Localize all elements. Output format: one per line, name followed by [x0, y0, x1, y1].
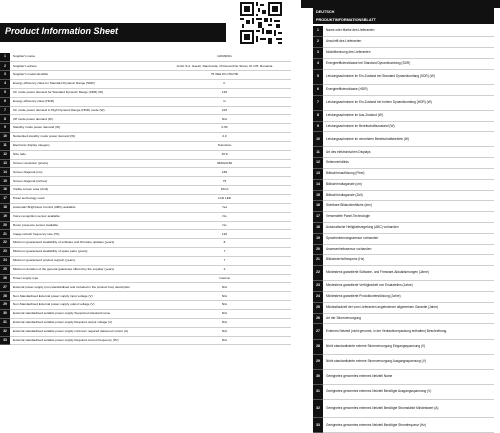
row-label: Bildschirmdiagonale (cm)	[323, 179, 494, 190]
table-row	[313, 37, 494, 48]
row-label: External standardised suitable power supply Required current frequency (Hz)	[10, 336, 158, 345]
row-label: Mindestens garantierte Verfügbarkeit von Ersatzteilen (Jahre)	[323, 281, 494, 292]
table-row	[313, 95, 494, 110]
table-row	[313, 110, 494, 121]
row-number: 21	[0, 230, 10, 239]
table-row	[313, 158, 494, 169]
row-label: Bildschirmdiagonale (Zoll)	[323, 190, 494, 201]
row-number: 13	[0, 159, 10, 168]
table-row	[313, 147, 494, 158]
row-number: 20	[313, 244, 323, 255]
table-row	[313, 266, 494, 281]
row-label: Automatische Helligkeitsregelung (ABC) vorhanden	[323, 222, 494, 233]
row-number: 5	[313, 69, 323, 84]
row-label: External standardised suitable power supply minimum required delivered current (A)	[10, 327, 158, 336]
german-info-table	[313, 26, 494, 433]
german-sheet-title: PRODUKTINFORMATIONSBLATT	[313, 16, 494, 24]
row-number: 28	[313, 339, 323, 354]
row-number: 18	[313, 222, 323, 233]
table-row	[313, 212, 494, 223]
row-value: G	[158, 97, 291, 106]
row-number: 29	[313, 354, 323, 369]
table-row	[0, 62, 291, 71]
row-number: 24	[0, 256, 10, 265]
row-number: 24	[313, 292, 323, 303]
row-label: Leistungsaufnahme im vernetzten Bereitschaftsbetrieb (W)	[323, 132, 494, 147]
row-number: 11	[313, 147, 323, 158]
row-number: 7	[0, 106, 10, 115]
row-value: GRUNDIG	[158, 53, 291, 62]
row-number: 31	[0, 318, 10, 327]
row-label: Nicht standardisierte externe Stromversorgung Eingangsspannung (V)	[323, 339, 494, 354]
table-row	[0, 292, 291, 301]
table-row	[313, 233, 494, 244]
table-row	[0, 141, 291, 150]
row-label: Geeignetes genormtes externes Netzteil Name	[323, 369, 494, 384]
row-number: 6	[313, 84, 323, 95]
row-number: 12	[0, 150, 10, 159]
row-number: 33	[0, 336, 10, 345]
table-row	[313, 222, 494, 233]
table-row	[313, 201, 494, 212]
language-heading: DEUTSCH	[313, 8, 494, 16]
row-number: 30	[313, 369, 323, 384]
row-number: 19	[313, 233, 323, 244]
row-label: Visible screen area (dm2)	[10, 186, 158, 195]
row-value: N/A	[158, 301, 291, 310]
table-row	[313, 244, 494, 255]
row-number: 5	[0, 88, 10, 97]
row-number: 20	[0, 221, 10, 230]
row-number: 26	[313, 313, 323, 324]
row-value: N/A	[158, 327, 291, 336]
table-row	[313, 132, 494, 147]
row-label: Minimum guaranteed availability of software and firmware updates (years)	[10, 239, 158, 248]
row-label: Supplier's name	[10, 53, 158, 62]
row-label: Modellkennung des Lieferanten	[323, 48, 494, 59]
row-value: 7	[158, 248, 291, 257]
table-row	[313, 84, 494, 95]
row-label: Mindestlaufzeit der vom Lieferanten angebotenen allgemeinen Garantie (Jahre)	[323, 302, 494, 313]
row-label: Seitenverhältnis	[323, 158, 494, 169]
table-row	[0, 106, 291, 115]
row-value: 7	[158, 256, 291, 265]
row-number: 23	[0, 248, 10, 257]
table-row	[0, 195, 291, 204]
row-label: Art des elektronischen Displays	[323, 147, 494, 158]
row-label: Standby mode power demand (W)	[10, 124, 158, 133]
table-row	[0, 265, 291, 274]
row-number: 21	[313, 255, 323, 266]
row-value: N/A	[158, 115, 291, 124]
table-row	[313, 369, 494, 384]
table-row	[0, 124, 291, 133]
table-row	[313, 179, 494, 190]
row-label: Supplier's adress	[10, 62, 158, 71]
row-number: 15	[313, 190, 323, 201]
table-row	[313, 169, 494, 180]
row-number: 14	[0, 168, 10, 177]
row-number: 29	[0, 301, 10, 310]
table-row	[0, 53, 291, 62]
row-number: 19	[0, 212, 10, 221]
table-row	[313, 400, 494, 418]
row-label: External standardised suitable power supply Required output voltage (V)	[10, 318, 158, 327]
table-row	[0, 256, 291, 265]
row-number: 30	[0, 309, 10, 318]
row-label: Panel technology used	[10, 195, 158, 204]
row-number: 8	[313, 110, 323, 121]
table-row	[0, 88, 291, 97]
table-row	[313, 121, 494, 132]
row-value: N/A	[158, 292, 291, 301]
table-row	[0, 221, 291, 230]
row-number: 13	[313, 169, 323, 180]
row-value: 120	[158, 230, 291, 239]
row-number: 2	[0, 62, 10, 71]
row-number: 12	[313, 158, 323, 169]
row-label: Non-Standardised External power supply output voltage (V)	[10, 301, 158, 310]
table-row	[313, 48, 494, 59]
table-row	[313, 190, 494, 201]
row-label: Name oder Marke des Lieferanten	[323, 26, 494, 37]
row-number: 33	[313, 418, 323, 433]
row-number: 3	[313, 48, 323, 59]
row-label: Energy efficiency class (HDR)	[10, 97, 158, 106]
row-label: Voice recognition sensor available	[10, 212, 158, 221]
table-row	[0, 336, 291, 345]
row-value: LCD LED	[158, 195, 291, 204]
row-number: 8	[0, 115, 10, 124]
row-label: Minimum duration of the general guarantee offered by the supplier (years)	[10, 265, 158, 274]
row-number: 3	[0, 71, 10, 80]
row-label: Networked standby mode power demand (W)	[10, 133, 158, 142]
row-label: Image refresh frequency rate (Hz)	[10, 230, 158, 239]
row-number: 32	[0, 327, 10, 336]
row-number: 26	[0, 274, 10, 283]
row-value: 189	[158, 168, 291, 177]
row-label: Leistungsaufnahme im Bereitschaftszustand (W)	[323, 121, 494, 132]
row-value: N/A	[158, 336, 291, 345]
row-number: 27	[0, 283, 10, 292]
table-row	[0, 318, 291, 327]
row-value: 16:9	[158, 150, 291, 159]
row-number: 9	[313, 121, 323, 132]
table-row	[313, 292, 494, 303]
table-row	[313, 384, 494, 399]
row-number: 17	[0, 195, 10, 204]
table-row	[313, 69, 494, 84]
row-value: F	[158, 80, 291, 89]
table-row	[313, 313, 494, 324]
row-value: 2.0	[158, 133, 291, 142]
row-number: 28	[0, 292, 10, 301]
row-label: Mindestens garantierte Produktunterstützung (Jahre)	[323, 292, 494, 303]
sheet-title: Product Information Sheet	[5, 26, 119, 36]
row-label: Size ratio	[10, 150, 158, 159]
table-row	[0, 150, 291, 159]
row-label: Leistungsaufnahme im Ein-Zustand bei hohem Dynamikumfang (HDR) (W)	[323, 95, 494, 110]
row-number: 18	[0, 203, 10, 212]
row-label: Energieeffizienzklasse (HDR)	[323, 84, 494, 95]
row-number: 16	[0, 186, 10, 195]
row-label: Sichtbare Bildschirmfläche (dm²)	[323, 201, 494, 212]
row-label: Minimum guaranteed product support (years)	[10, 256, 158, 265]
row-number: 7	[313, 95, 323, 110]
row-label: Geeignetes genormtes externes Netzteil Benötigte Stromfrequenz (Hz)	[323, 418, 494, 433]
table-row	[313, 418, 494, 433]
table-row	[0, 115, 291, 124]
row-label: Supplier's model identifier	[10, 71, 158, 80]
row-number: 31	[313, 384, 323, 399]
row-value: 152,0	[158, 186, 291, 195]
row-label: Geeignetes genormtes externes Netzteil Benötigte Ausgangsspannung (V)	[323, 384, 494, 399]
row-value: 0.50	[158, 124, 291, 133]
row-value: 8	[158, 239, 291, 248]
row-label: External power supply (non-standardised and included in the product box) description	[10, 283, 158, 292]
row-label: Power supply type	[10, 274, 158, 283]
table-row	[313, 58, 494, 69]
title-bar	[0, 23, 226, 42]
page-top-band	[301, 0, 500, 8]
row-number: 25	[0, 265, 10, 274]
row-label: Screen resolution (pixels)	[10, 159, 158, 168]
row-label: Mindestens garantierte Software- und Firmware-Aktualisierungen (Jahre)	[323, 266, 494, 281]
row-label: External standardised suitable power supply Supported standard name	[10, 309, 158, 318]
row-number: 4	[0, 80, 10, 89]
row-number: 1	[0, 53, 10, 62]
row-label: Room presence sensor available	[10, 221, 158, 230]
row-value: 75 XEE 83 CHA700	[158, 71, 291, 80]
row-value: 2	[158, 265, 291, 274]
row-label: On mode power demand for Standard Dynamic Range (SDR) (W)	[10, 88, 158, 97]
row-label: Bildschirmauflösung (Pixel)	[323, 169, 494, 180]
table-row	[0, 159, 291, 168]
row-label: Screen diagonal (cm)	[10, 168, 158, 177]
row-value: 3840x2160	[158, 159, 291, 168]
row-label: Art der Stromversorgung	[323, 313, 494, 324]
qr-code-icon	[240, 2, 282, 44]
row-label: Externes Netzteil (nicht genormt, in der Verkaufsverpackung enthalten) Beschreibung	[323, 324, 494, 339]
row-number: 22	[0, 239, 10, 248]
table-row	[0, 230, 291, 239]
row-label: Minimum guaranteed availability of spare parts (years)	[10, 248, 158, 257]
row-label: Automatic Brightness Control (ABC) available	[10, 203, 158, 212]
row-value: 129	[158, 88, 291, 97]
row-number: 9	[0, 124, 10, 133]
row-number: 25	[313, 302, 323, 313]
row-number: 15	[0, 177, 10, 186]
table-row	[0, 327, 291, 336]
table-row	[313, 354, 494, 369]
row-value: N/A	[158, 318, 291, 327]
row-value: N/A	[158, 283, 291, 292]
row-number: 23	[313, 281, 323, 292]
row-label: Bildwiederholfrequenz (Hz)	[323, 255, 494, 266]
table-row	[313, 281, 494, 292]
row-number: 1	[313, 26, 323, 37]
row-label: Off mode power demand (W)	[10, 115, 158, 124]
row-label: Spracherkennungssensor vorhanden	[323, 233, 494, 244]
table-row	[0, 301, 291, 310]
row-label: Screen diagonal (inches)	[10, 177, 158, 186]
table-row	[0, 274, 291, 283]
row-number: 10	[313, 132, 323, 147]
row-value: Yes	[158, 203, 291, 212]
row-number: 16	[313, 201, 323, 212]
table-row	[313, 324, 494, 339]
row-number: 17	[313, 212, 323, 223]
row-value: N/A	[158, 309, 291, 318]
table-row	[0, 97, 291, 106]
english-info-table	[0, 53, 291, 345]
table-row	[0, 309, 291, 318]
row-value: Television	[158, 141, 291, 150]
row-label: Geeignetes genormtes externes Netzteil Benötigte Stromstärke Mindestwert (A)	[323, 400, 494, 418]
row-number: 14	[313, 179, 323, 190]
row-label: Energy efficiency class for Standard Dynamic Range (SDR)	[10, 80, 158, 89]
row-label: Leistungsaufnahme im Ein-Zustand bei Standard Dynamikumfang (SDR) (W)	[323, 69, 494, 84]
table-row	[313, 255, 494, 266]
row-number: 10	[0, 133, 10, 142]
table-row	[0, 239, 291, 248]
table-row	[0, 212, 291, 221]
row-label: Energieeffizienzklasse bei Standard Dynamikumfang (SDR)	[323, 58, 494, 69]
table-row	[313, 302, 494, 313]
table-row	[0, 283, 291, 292]
row-number: 27	[313, 324, 323, 339]
row-value: No	[158, 221, 291, 230]
row-number: 6	[0, 97, 10, 106]
row-value: 215	[158, 106, 291, 115]
row-label: Leistungsaufnahme im Aus-Zustand (W)	[323, 110, 494, 121]
row-number: 4	[313, 58, 323, 69]
table-row	[0, 168, 291, 177]
table-row	[0, 248, 291, 257]
row-label: Anwesenheitssensor vorhanden	[323, 244, 494, 255]
row-number: 22	[313, 266, 323, 281]
row-number: 32	[313, 400, 323, 418]
row-value: Internal	[158, 274, 291, 283]
table-row	[0, 80, 291, 89]
table-row	[0, 133, 291, 142]
row-number: 2	[313, 37, 323, 48]
table-row	[0, 71, 291, 80]
product-info-sheet-german	[301, 0, 500, 427]
row-label: Anschrift des Lieferanten	[323, 37, 494, 48]
row-label: Non-Standardised External power supply input voltage (V)	[10, 292, 158, 301]
row-label: Nicht standardisierte externe Stromversorgung Ausgangsspannung (V)	[323, 354, 494, 369]
row-label: On mode power demand in High Dynamic Range (HDR) mode (W)	[10, 106, 158, 115]
row-label: Verwendete Panel-Technologie	[323, 212, 494, 223]
table-row	[313, 339, 494, 354]
row-number: 11	[0, 141, 10, 150]
row-value: Arctic S.A. Gaesti, Dambovita, 13 Decembrie Street, Nr.178, Romania	[158, 62, 291, 71]
row-value: 75	[158, 177, 291, 186]
table-row	[0, 203, 291, 212]
table-row	[313, 26, 494, 37]
table-row	[0, 186, 291, 195]
row-value: No	[158, 212, 291, 221]
table-row	[0, 177, 291, 186]
row-label: Electronic display category	[10, 141, 158, 150]
